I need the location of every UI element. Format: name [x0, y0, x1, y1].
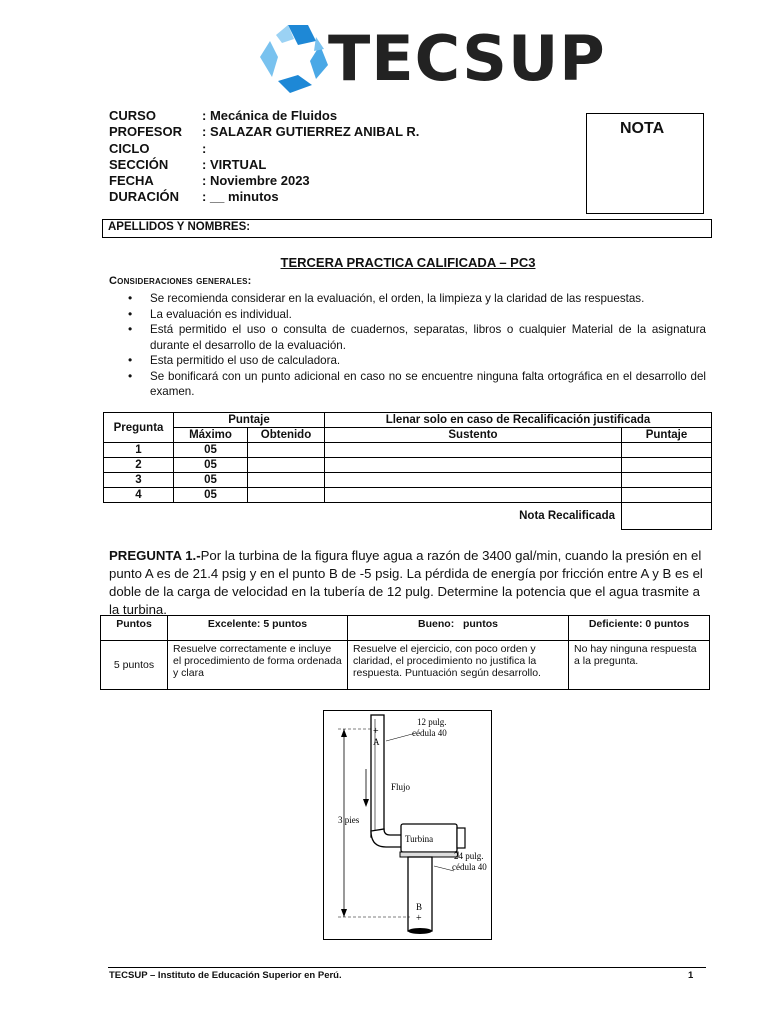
- info-label: PROFESOR: [109, 124, 182, 140]
- info-row-date: [109, 173, 419, 189]
- page-number: 1: [688, 970, 694, 981]
- score-table: [103, 412, 712, 530]
- question-label: PREGUNTA 1.-: [109, 548, 201, 563]
- info-label: CURSO: [109, 108, 156, 123]
- max-score: 05: [174, 473, 248, 488]
- recalified-grade-cell[interactable]: [622, 503, 712, 530]
- max-score: 05: [174, 443, 248, 458]
- recalified-grade-label: Nota Recalificada: [519, 510, 615, 522]
- list-item: • Se bonificará con un punto adicional en caso no se encuentre ninguna falta ortográfica en el desarrollo del examen.: [128, 369, 706, 400]
- obtained-cell[interactable]: [248, 443, 325, 458]
- list-item: • La evaluación es individual.: [128, 307, 706, 323]
- header-pregunta: Pregunta: [104, 413, 174, 443]
- point-b-marker: +: [416, 913, 422, 924]
- sustento-cell[interactable]: [325, 458, 622, 473]
- info-row-professor: [109, 124, 419, 140]
- student-name-label: APELLIDOS Y NOMBRES:: [108, 221, 251, 233]
- student-name-field[interactable]: [102, 219, 712, 238]
- info-value: : __ minutos: [202, 189, 279, 205]
- turbine-label: Turbina: [405, 834, 434, 844]
- recal-score-cell[interactable]: [622, 473, 712, 488]
- rubric-header: Excelente: 5 puntos: [168, 616, 348, 641]
- rubric-table: [100, 615, 710, 690]
- table-row: [104, 443, 712, 458]
- header-recalification: Llenar solo en caso de Recalificación justificada: [325, 413, 712, 428]
- rubric-cell: Resuelve correctamente e incluye el procedimiento de forma ordenada y clara: [168, 641, 348, 690]
- info-row-cycle: [109, 141, 419, 157]
- list-item: • Se recomienda considerar en la evaluación, el orden, la limpieza y la claridad de las respuestas.: [128, 291, 706, 307]
- point-b-label: B: [416, 902, 423, 912]
- question-number: 1: [104, 443, 174, 458]
- sustento-cell[interactable]: [325, 473, 622, 488]
- table-row: [104, 503, 712, 530]
- footer-divider: [108, 967, 706, 968]
- footer-text: TECSUP – Instituto de Educación Superior en Perú.: [109, 970, 342, 981]
- sustento-cell[interactable]: [325, 443, 622, 458]
- header-sustento: Sustento: [325, 428, 622, 443]
- info-row-course: [109, 108, 419, 124]
- brand-name: TECSUP: [328, 22, 606, 95]
- turbine-figure: [323, 710, 492, 940]
- info-value: : Noviembre 2023: [202, 173, 310, 189]
- list-item: • Está permitido el uso o consulta de cuadernos, separatas, libros o cualquier Material de la asignatura durante el desarrollo de la evaluación.: [128, 322, 706, 353]
- info-label: CICLO: [109, 140, 150, 156]
- rubric-cell: 5 puntos: [101, 641, 168, 690]
- table-row: [104, 413, 712, 428]
- course-info: [109, 108, 419, 206]
- header-maximo: Máximo: [174, 428, 248, 443]
- header-puntaje: Puntaje: [174, 413, 325, 428]
- considerations-list: [128, 291, 706, 400]
- table-row: [104, 428, 712, 443]
- question-number: 4: [104, 488, 174, 503]
- max-score: 05: [174, 458, 248, 473]
- table-row: [104, 458, 712, 473]
- info-label: DURACIÓN: [109, 189, 180, 205]
- turbine-diagram: [324, 711, 491, 939]
- rubric-header: Bueno: puntos: [348, 616, 569, 641]
- question-1: [109, 547, 709, 619]
- rubric-cell: No hay ninguna respuesta a la pregunta.: [569, 641, 710, 690]
- flow-label: Flujo: [391, 782, 411, 792]
- obtained-cell[interactable]: [248, 473, 325, 488]
- question-number: 2: [104, 458, 174, 473]
- list-item: • Esta permitido el uso de calculadora.: [128, 353, 706, 369]
- max-score: 05: [174, 488, 248, 503]
- info-label: FECHA: [109, 173, 154, 189]
- info-row-duration: [109, 189, 419, 205]
- table-row: [101, 616, 710, 641]
- point-a-label: A: [373, 737, 380, 747]
- point-a-marker: +: [373, 726, 379, 737]
- question-number: 3: [104, 473, 174, 488]
- rubric-cell: Resuelve el ejercicio, con poco orden y claridad, el procedimiento no justifica la respuesta. Puntuación según desarrollo.: [348, 641, 569, 690]
- pipe-bottom-schedule: cédula 40: [452, 862, 487, 872]
- info-value: : VIRTUAL: [202, 156, 267, 172]
- considerations-heading: Consideraciones generales:: [109, 275, 252, 287]
- pipe-bottom-size: 24 pulg.: [454, 851, 484, 861]
- table-row: [104, 473, 712, 488]
- recal-score-cell[interactable]: [622, 443, 712, 458]
- pipe-top-schedule: cédula 40: [412, 728, 447, 738]
- info-value: : Mecánica de Fluidos: [202, 108, 338, 123]
- rubric-header: Puntos: [101, 616, 168, 641]
- grade-label: NOTA: [620, 120, 665, 137]
- table-row: [101, 641, 710, 690]
- recal-score-cell[interactable]: [622, 458, 712, 473]
- pipe-top-size: 12 pulg.: [417, 717, 447, 727]
- height-label: 3 pies: [338, 815, 360, 825]
- obtained-cell[interactable]: [248, 488, 325, 503]
- recal-score-cell[interactable]: [622, 488, 712, 503]
- obtained-cell[interactable]: [248, 458, 325, 473]
- info-label: SECCIÓN: [109, 156, 169, 172]
- info-value: : SALAZAR GUTIERREZ ANIBAL R.: [202, 124, 420, 140]
- sustento-cell[interactable]: [325, 488, 622, 503]
- info-value: :: [202, 140, 207, 156]
- rubric-header: Deficiente: 0 puntos: [569, 616, 710, 641]
- header-obtenido: Obtenido: [248, 428, 325, 443]
- grade-box[interactable]: [586, 113, 704, 214]
- table-row: [104, 488, 712, 503]
- question-text: Por la turbina de la figura fluye agua a razón de 3400 gal/min, cuando la presión en el punto A es de 21.4 psig y en el punto B de -5 psig. La pérdida de energía por fricción entre A y B es el doble de la carga de velocidad en la tubería de 12 pulg. Determine la potencia que el agua trasmite a la turbina.: [109, 548, 703, 617]
- header-puntaje-recal: Puntaje: [622, 428, 712, 443]
- info-row-section: [109, 157, 419, 173]
- exam-title: TERCERA PRACTICA CALIFICADA – PC3: [280, 255, 536, 270]
